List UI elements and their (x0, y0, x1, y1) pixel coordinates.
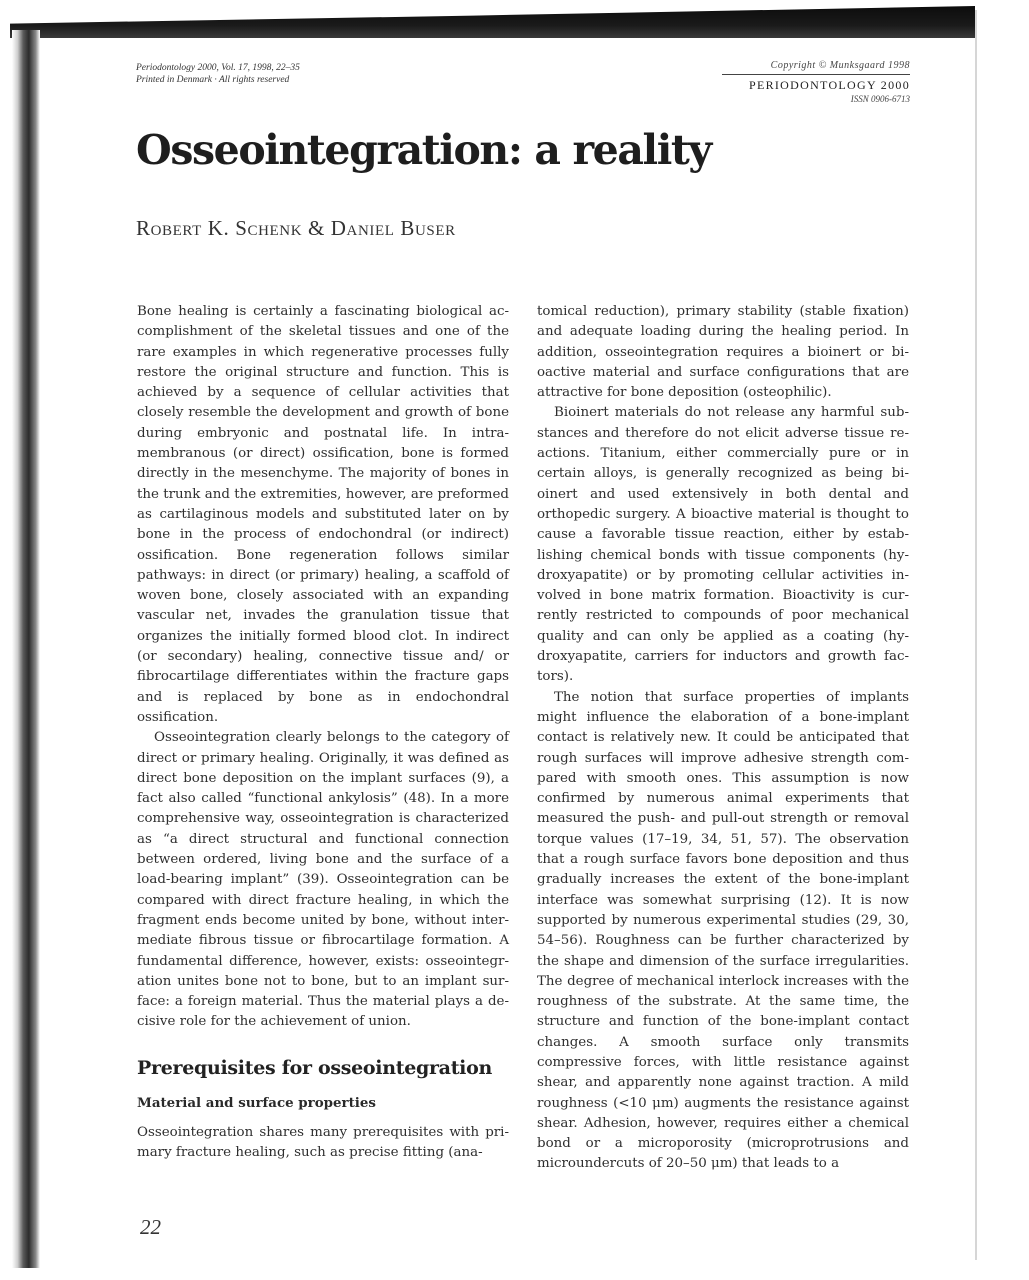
page-number: 22 (140, 1215, 161, 1239)
paragraph: tomical reduction), primary stability (stable fixation) and adequate loading during the healing period. In addition, osseointegration requires a bioinert or bioactive material and surface configurations that are attractive for bone deposition (osteophilic). (537, 304, 909, 401)
scan-right-edge (975, 10, 977, 1260)
subsection-heading: Material and surface properties (137, 1094, 376, 1111)
scan-top-shadow (10, 6, 975, 38)
paragraph: Osseointegration shares many prerequisites with primary fracture healing, such as precise fitting (ana- (137, 1124, 509, 1160)
citation-header (136, 62, 300, 86)
citation-printed-line: Printed in Denmark · All rights reserved (136, 75, 290, 85)
journal-masthead (722, 60, 910, 104)
body-column-right (537, 302, 909, 1175)
section-heading: Prerequisites for osseointegration (137, 1056, 492, 1079)
journal-name: PERIODONTOLOGY 2000 (748, 78, 910, 92)
paragraph: Bioinert materials do not release any harmful substances and therefore do not elicit adverse tissue reactions. Titanium, either commercially pure or in certain alloys, is generally recognized as being bioinert and used extensively in both dental and orthopedic surgery. A bioactive material is thought to cause a favorable tissue reaction, either by establishing chemical bonds with tissue components (hydroxyapatite) or by promoting cellular activities involved in bone matrix formation. Bioactivity is currently restricted to compounds of poor mechanical quality and can only be applied as a coating (hydroxyapatite, carriers for inductors and growth factors). (537, 405, 909, 685)
scan-left-binding-shadow (12, 30, 40, 1268)
issn: ISSN 0906-6713 (850, 94, 910, 104)
article-title: Osseointegration: a reality (136, 126, 711, 174)
paragraph: Bone healing is certainly a fascinating biological accomplishment of the skeletal tissues and one of the rare examples in which regenerative processes fully restore the original structure and function. This is achieved by a sequence of cellular activities that closely resemble the development and growth of bone during embryonic and postnatal life. In intramembranous (or direct) ossification, bone is formed directly in the mesenchyme. The majority of bones in the trunk and the extremities, however, are preformed as cartilaginous models and substituted later on by bone in the process of endochondral (or indirect) ossification. Bone regeneration follows similar pathways: in direct (or primary) healing, a scaffold of woven bone, closely associated with an expanding vascular net, invades the granulation tissue that organizes the initially formed blood clot. In indirect (or secondary) healing, connective tissue and/ or fibrocartilage differentiates within the fracture gaps and is replaced by bone as in endochondral ossification. (137, 304, 509, 725)
body-column-left (137, 302, 509, 1163)
citation-journal-line: Periodontology 2000, Vol. 17, 1998, 22–35 (136, 63, 300, 73)
paragraph: The notion that surface properties of implants might influence the elaboration of a bone-implant contact is relatively new. It could be anticipated that rough surfaces will improve adhesive strength compared with smooth ones. This assumption is now confirmed by numerous animal experiments that measured the push- and pull-out strength or removal torque values (17–19, 34, 51, 57). The observation that a rough surface favors bone deposition and thus gradually increases the extent of the bone-implant interface was somewhat surprising (12). It is now supported by numerous experimental studies (29, 30, 54–56). Roughness can be further characterized by the shape and dimension of the surface irregularities. The degree of mechanical interlock increases with the roughness of the substrate. At the same time, the structure and function of the bone-implant contact changes. A smooth surface only transmits compressive forces, with little resistance against shear, and apparently none against traction. A mild roughness (<10 μm) augments the resistance against shear. Adhesion, however, requires either a chemical bond or a microporosity (microprotrusions and microundercuts of 20–50 μm) that leads to a (537, 689, 909, 1172)
authors: Robert K. Schenk & Daniel Buser (136, 216, 456, 240)
paragraph: Osseointegration clearly belongs to the category of direct or primary healing. Originally, it was defined as direct bone deposition on the implant surfaces (9), a fact also called “functional ankylosis” (48). In a more comprehensive way, osseointegration is characterized as “a direct structural and functional connection between ordered, living bone and the surface of a load-bearing implant” (39). Osseointegration can be compared with direct fracture healing, in which the fragment ends become united by bone, without intermediate fibrous tissue or fibrocartilage formation. A fundamental difference, however, exists: osseointegration unites bone not to bone, but to an implant surface: a foreign material. Thus the material plays a decisive role for the achievement of union. (137, 730, 509, 1030)
copyright-notice: Copyright © Munksgaard 1998 (722, 60, 910, 75)
